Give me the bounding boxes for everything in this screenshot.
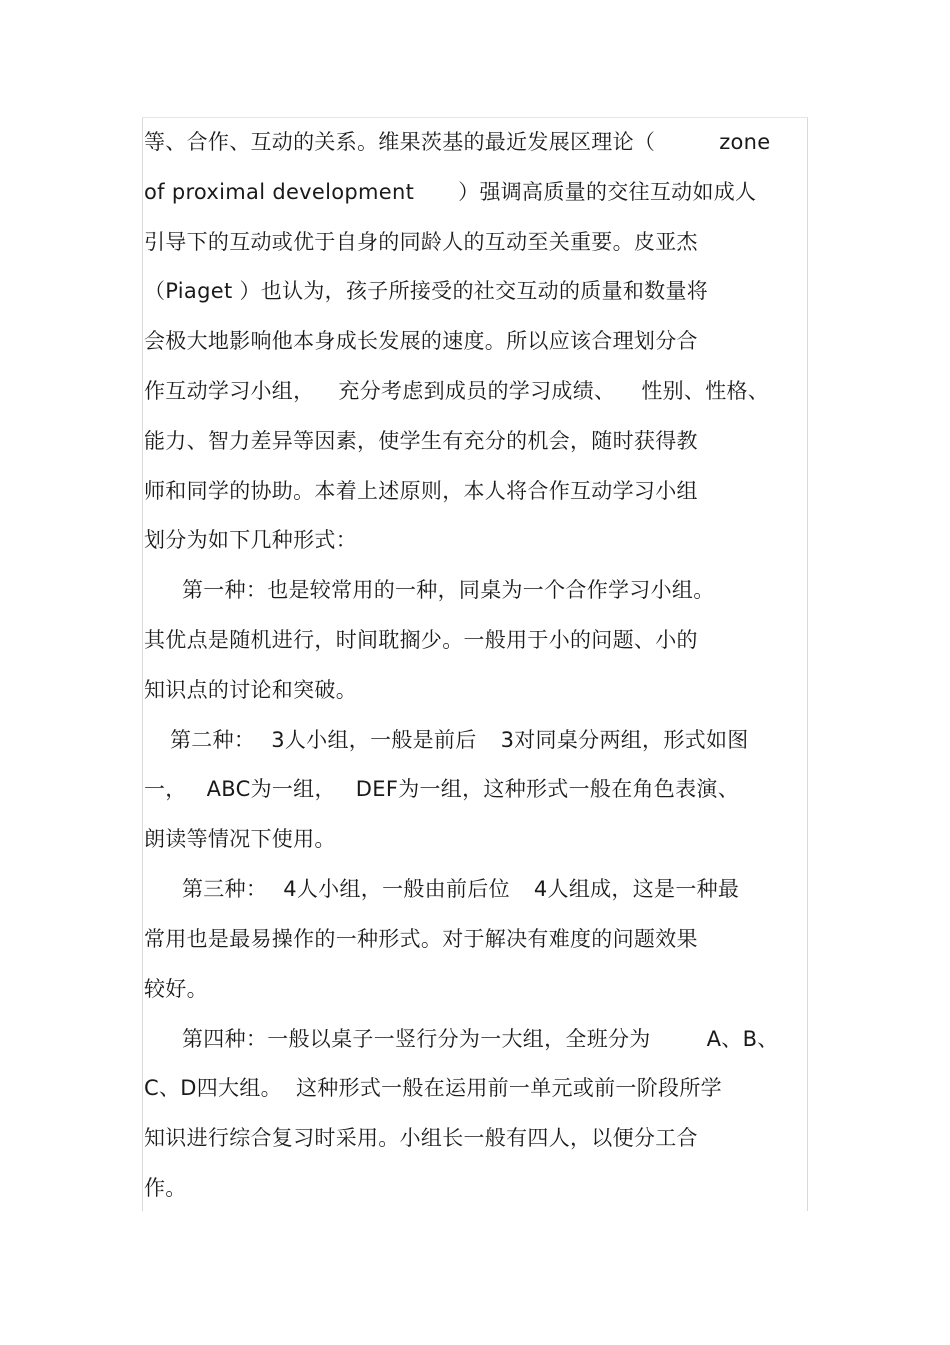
text-span: 划分为如下几种形式：	[144, 528, 357, 552]
text-line	[144, 476, 698, 506]
text-line	[144, 227, 698, 257]
text-line	[144, 426, 698, 456]
text-span: 3人小组，一般是前后	[271, 728, 477, 752]
text-span: 作。	[144, 1176, 187, 1200]
text-span: 会极大地影响他本身成长发展的速度。所以应该合理划分合	[144, 329, 698, 353]
text-span: of proximal development	[144, 180, 415, 204]
text-span: DEF为一组，这种形式一般在角色表演、	[355, 777, 739, 801]
text-span: 较好。	[144, 977, 208, 1001]
text-line	[144, 525, 357, 555]
text-line	[144, 675, 357, 705]
text-line	[144, 974, 208, 1004]
text-line	[182, 874, 739, 904]
text-line	[144, 924, 698, 954]
text-span: 第一种：也是较常用的一种，同桌为一个合作学习小组。	[182, 578, 715, 602]
text-line	[144, 824, 336, 854]
text-span: zone	[719, 130, 771, 154]
text-line	[144, 276, 708, 306]
text-span: A、B、	[706, 1027, 779, 1051]
text-span: 引导下的互动或优于自身的同龄人的互动至关重要。皮亚杰	[144, 230, 698, 254]
text-span: 第四种：一般以桌子一竖行分为一大组，全班分为	[182, 1027, 651, 1051]
text-span: 3对同桌分两组，形式如图	[500, 728, 749, 752]
text-line	[170, 725, 749, 755]
text-line	[144, 1073, 722, 1103]
text-line	[144, 1173, 187, 1203]
text-line	[144, 326, 698, 356]
text-span: 充分考虑到成员的学习成绩、	[338, 379, 616, 403]
text-span: 知识进行综合复习时采用。小组长一般有四人，以便分工合	[144, 1126, 698, 1150]
text-line	[144, 774, 739, 804]
text-span: （Piaget ）也认为，孩子所接受的社交互动的质量和数量将	[144, 279, 709, 303]
text-span: 能力、智力差异等因素，使学生有充分的机会，随时获得教	[144, 429, 698, 453]
text-span: 第二种：	[170, 728, 256, 752]
text-span: 师和同学的协助。本着上述原则，本人将合作互动学习小组	[144, 479, 698, 503]
text-span: 4人小组，一般由前后位	[283, 877, 510, 901]
text-line	[182, 575, 715, 605]
text-line	[144, 376, 769, 406]
text-span: 一，	[144, 777, 187, 801]
text-span: 第三种：	[182, 877, 268, 901]
text-span: 其优点是随机进行，时间耽搁少。一般用于小的问题、小的	[144, 628, 698, 652]
text-span: C、D四大组。	[144, 1076, 282, 1100]
text-span: 等、合作、互动的关系。维果茨基的最近发展区理论（	[144, 130, 656, 154]
text-line	[144, 1123, 698, 1153]
text-span: 这种形式一般在运用前一单元或前一阶段所学	[295, 1076, 722, 1100]
text-line	[182, 1024, 779, 1054]
text-span: 知识点的讨论和突破。	[144, 678, 357, 702]
text-span: 性别、性格、	[641, 379, 770, 403]
text-span: ABC为一组，	[206, 777, 336, 801]
text-span: ）强调高质量的交往互动如成人	[458, 180, 757, 204]
text-span: 常用也是最易操作的一种形式。对于解决有难度的问题效果	[144, 927, 698, 951]
text-span: 4人组成，这是一种最	[533, 877, 740, 901]
text-line	[144, 625, 698, 655]
text-line	[144, 177, 756, 207]
text-line	[144, 127, 771, 157]
text-span: 作互动学习小组，	[144, 379, 315, 403]
text-span: 朗读等情况下使用。	[144, 827, 336, 851]
